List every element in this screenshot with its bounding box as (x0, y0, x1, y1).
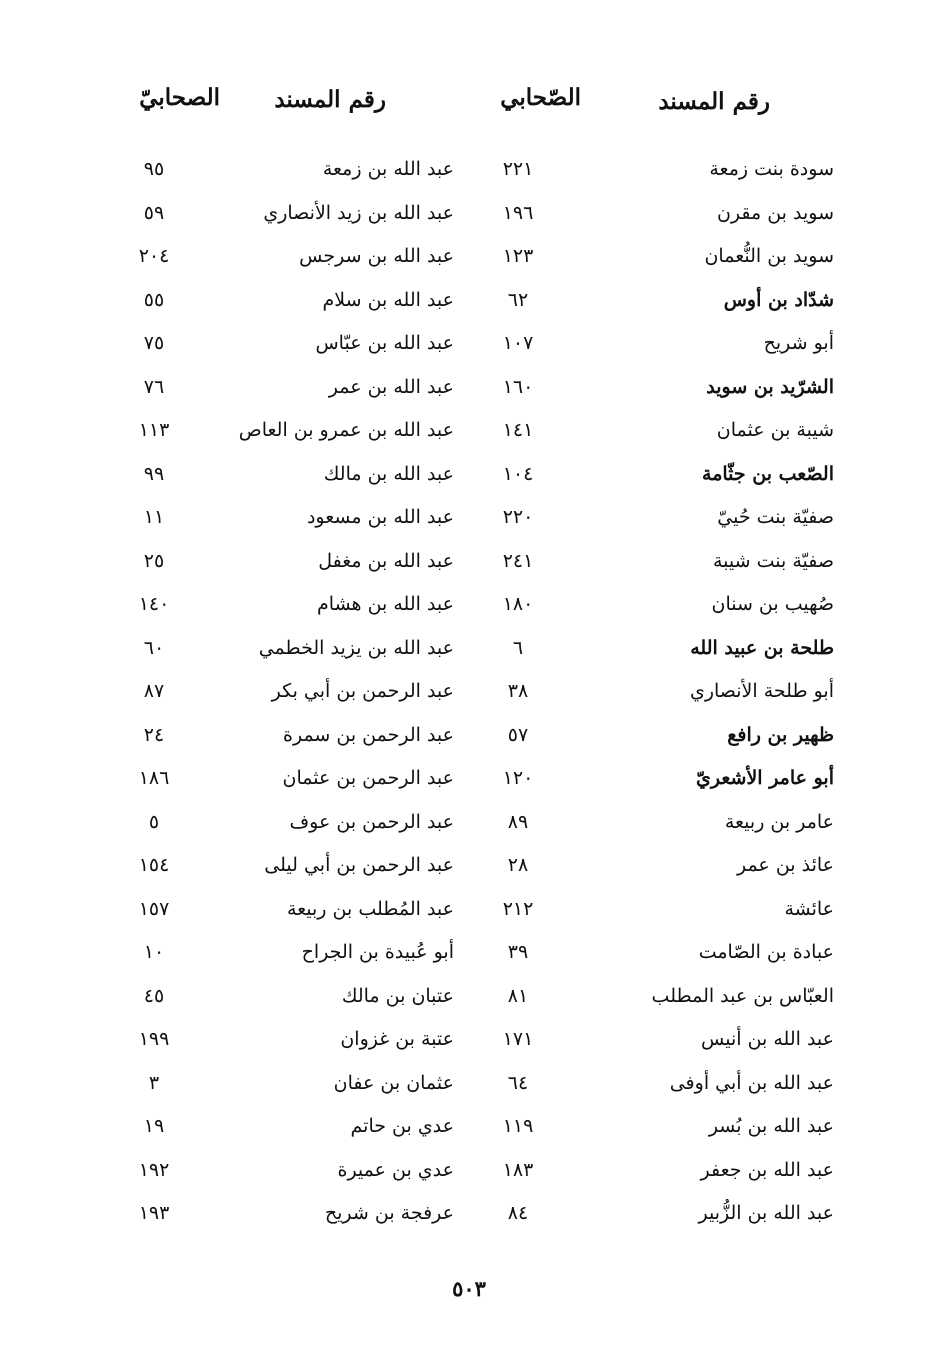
companion-name-col1: العبّاس بن عبد المطلب (651, 984, 834, 1007)
musnad-number-col2: ١٩٢ (138, 1158, 170, 1181)
companion-name-col1: عبد الله بن الزُّبير (698, 1202, 834, 1224)
table-row (0, 326, 938, 370)
musnad-number-col2: ١٥٤ (138, 854, 170, 876)
table-row (0, 979, 938, 1023)
table-row (0, 631, 938, 675)
musnad-number-col1: ٣٨ (507, 680, 529, 702)
companion-name-col2: عبد الله بن عمر (328, 375, 454, 398)
table-row (0, 457, 938, 501)
companion-name-col1: أبو شريح (763, 332, 834, 354)
musnad-number-col2: ١٩ (143, 1115, 165, 1137)
table-row (0, 413, 938, 457)
companion-name-col1: عبادة بن الصّامت (698, 941, 834, 963)
musnad-number-col1: ٢٨ (507, 854, 529, 876)
companion-name-col1: شيبة بن عثمان (716, 419, 834, 441)
musnad-number-col1: ١٠٧ (502, 332, 534, 354)
musnad-number-col1: ٦٢ (507, 288, 529, 311)
companion-name-col2: عبد الرحمن بن عثمان (282, 767, 454, 789)
musnad-number-col1: ١٠٤ (502, 462, 534, 485)
musnad-number-col1: ٨٩ (507, 810, 529, 833)
companion-name-col1: أبو طلحة الأنصاري (689, 680, 834, 702)
musnad-number-col1: ١٩٦ (502, 201, 534, 224)
musnad-number-col2: ٨٧ (143, 680, 165, 702)
companion-name-col1: عبد الله بن أبي أوفى (669, 1071, 834, 1094)
table-row (0, 1022, 938, 1066)
musnad-number-col1: ١٨٣ (502, 1158, 534, 1181)
musnad-number-col2: ١١ (143, 506, 165, 528)
companion-name-col2: عبد الله بن عمرو بن العاص (238, 419, 454, 441)
musnad-number-col2: ١٩٩ (138, 1028, 170, 1050)
table-row (0, 935, 938, 979)
companion-name-col2: عدي بن عميرة (337, 1158, 454, 1181)
musnad-number-col2: ٢٥ (143, 549, 165, 572)
musnad-number-col1: ٢٤١ (502, 549, 534, 572)
companion-name-col2: عبد الله بن سرجس (299, 245, 454, 267)
companion-name-col2: عثمان بن عفان (333, 1071, 454, 1094)
companion-name-col2: عبد الله بن زمعة (322, 158, 454, 180)
musnad-number-col1: ١٢٠ (502, 767, 534, 789)
table-row (0, 1153, 938, 1197)
header-musnad-col1: رقم المسند (274, 86, 386, 113)
musnad-number-col1: ٣٩ (507, 941, 529, 963)
musnad-number-col2: ٢٠٤ (138, 245, 170, 267)
companion-name-col1: أبو عامر الأشعريّ (696, 767, 834, 789)
table-row (0, 674, 938, 718)
musnad-number-col1: ١٤١ (502, 419, 534, 441)
table-row (0, 1066, 938, 1110)
musnad-number-col1: ١٢٣ (502, 245, 534, 267)
table-row (0, 239, 938, 283)
companion-name-col2: عتبان بن مالك (341, 984, 454, 1007)
index-table (0, 152, 938, 1240)
table-row (0, 848, 938, 892)
musnad-number-col2: ٩٩ (143, 462, 165, 485)
table-row (0, 152, 938, 196)
musnad-number-col1: ٥٧ (507, 723, 529, 746)
companion-name-col1: عبد الله بن بُسر (708, 1115, 834, 1137)
table-row (0, 761, 938, 805)
companion-name-col1: عبد الله بن جعفر (700, 1158, 834, 1181)
musnad-number-col1: ٦ (512, 636, 524, 659)
musnad-number-col2: ٧٥ (143, 332, 165, 354)
table-row (0, 1196, 938, 1240)
musnad-number-col2: ٣ (148, 1071, 160, 1094)
musnad-number-col2: ١٩٣ (138, 1202, 170, 1224)
companion-name-col1: سودة بنت زمعة (709, 158, 834, 180)
companion-name-col2: عبد الرحمن بن عوف (289, 810, 454, 833)
musnad-number-col1: ١٧١ (502, 1028, 534, 1050)
musnad-number-col1: ٢١٢ (502, 897, 534, 920)
header-musnad-col2: رقم المسند (658, 88, 770, 115)
companion-name-col2: عبد الله بن مسعود (306, 506, 454, 528)
page-number: ٥٠٣ (452, 1276, 486, 1301)
companion-name-col1: عائذ بن عمر (736, 854, 834, 876)
companion-name-col1: سويد بن مقرن (716, 201, 834, 224)
musnad-number-col2: ٥٥ (143, 288, 165, 311)
companion-name-col1: سويد بن النُّعمان (704, 245, 834, 267)
musnad-number-col1: ٨١ (507, 984, 529, 1007)
companion-name-col1: عامر بن ربيعة (724, 810, 834, 833)
table-row (0, 370, 938, 414)
musnad-number-col2: ١٨٦ (138, 767, 170, 789)
musnad-number-col2: ٢٤ (143, 723, 165, 746)
musnad-number-col2: ١١٣ (138, 419, 170, 441)
companion-name-col2: عتبة بن غزوان (340, 1028, 454, 1050)
companion-name-col1: صُهيب بن سنان (711, 593, 834, 615)
companion-name-col2: عبد الله بن مالك (323, 462, 454, 485)
musnad-number-col1: ١٨٠ (502, 593, 534, 615)
companion-name-col2: عرفجة بن شريح (324, 1202, 454, 1224)
header-companion-col2: الصّحابي (500, 84, 581, 111)
companion-name-col2: عبد الرحمن بن أبي بكر (271, 680, 454, 702)
musnad-number-col1: ٢٢١ (502, 158, 534, 180)
companion-name-col1: عبد الله بن أنيس (701, 1028, 834, 1050)
musnad-number-col1: ٨٤ (507, 1202, 529, 1224)
companion-name-col2: عدي بن حاتم (350, 1115, 454, 1137)
companion-name-col1: صفيّة بنت حُييّ (717, 506, 834, 528)
table-row (0, 500, 938, 544)
musnad-number-col1: ١٦٠ (502, 375, 534, 398)
companion-name-col2: عبد الله بن هشام (317, 593, 454, 615)
musnad-number-col2: ٩٥ (143, 158, 165, 180)
table-row (0, 587, 938, 631)
companion-name-col2: عبد الله بن زيد الأنصاري (263, 201, 454, 224)
musnad-number-col1: ١١٩ (502, 1115, 534, 1137)
table-row (0, 718, 938, 762)
companion-name-col2: عبد المُطلب بن ربيعة (286, 897, 454, 920)
companion-name-col1: ظهير بن رافع (727, 723, 834, 746)
companion-name-col2: عبد الرحمن بن سمرة (283, 723, 454, 746)
musnad-number-col2: ١٤٠ (138, 593, 170, 615)
companion-name-col1: شدّاد بن أوس (723, 288, 834, 311)
musnad-number-col2: ٥٩ (143, 201, 165, 224)
companion-name-col1: طلحة بن عبيد الله (690, 636, 834, 659)
companion-name-col2: أبو عُبيدة بن الجراح (301, 941, 454, 963)
musnad-number-col2: ٦٠ (143, 636, 165, 659)
musnad-number-col2: ١٥٧ (138, 897, 170, 920)
musnad-number-col1: ٦٤ (507, 1071, 529, 1094)
companion-name-col1: عائشة (784, 897, 834, 920)
companion-name-col2: عبد الله بن سلام (322, 288, 454, 311)
table-row (0, 892, 938, 936)
table-row (0, 544, 938, 588)
companion-name-col1: الصّعب بن جثّامة (702, 462, 834, 485)
companion-name-col2: عبد الله بن مغفل (318, 549, 454, 572)
companion-name-col2: عبد الله بن يزيد الخطمي (258, 636, 454, 659)
musnad-number-col2: ٤٥ (143, 984, 165, 1007)
header-companion-col1: الصحابيّ (139, 84, 220, 111)
companion-name-col1: صفيّة بنت شيبة (713, 549, 834, 572)
table-row (0, 805, 938, 849)
musnad-number-col2: ١٠ (143, 941, 165, 963)
table-row (0, 196, 938, 240)
companion-name-col2: عبد الله بن عبّاس (315, 332, 454, 354)
companion-name-col2: عبد الرحمن بن أبي ليلى (264, 854, 454, 876)
musnad-number-col1: ٢٢٠ (502, 506, 534, 528)
table-row (0, 283, 938, 327)
table-row (0, 1109, 938, 1153)
musnad-number-col2: ٧٦ (143, 375, 165, 398)
musnad-number-col2: ٥ (148, 810, 160, 833)
companion-name-col1: الشرّيد بن سويد (706, 375, 834, 398)
